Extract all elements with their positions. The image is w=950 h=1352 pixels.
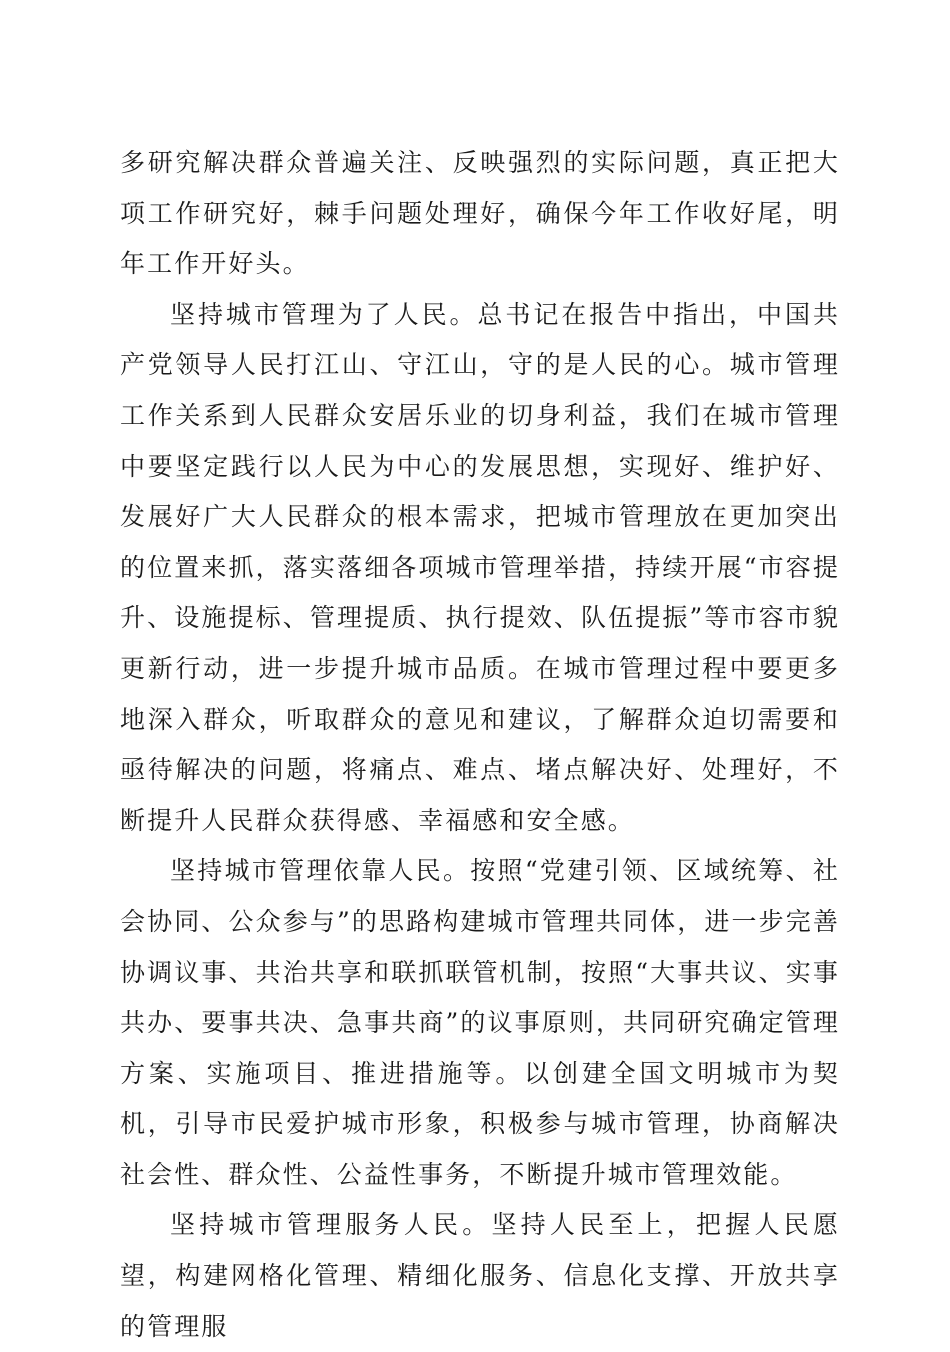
document-body: [120, 138, 840, 1352]
paragraph-people-oriented: 坚持城市管理为了人民。总书记在报告中指出，中国共产党领导人民打江山、守江山，守的是人民的心。城市管理工作关系到人民群众安居乐业的切身利益，我们在城市管理中要坚定践行以人民为中心的发展思想，实现好、维护好、发展好广大人民群众的根本需求，把城市管理放在更加突出的位置来抓，落实落细各项城市管理举措，持续开展“市容提升、设施提标、管理提质、执行提效、队伍提振”等市容市貌更新行动，进一步提升城市品质。在城市管理过程中要更多地深入群众，听取群众的意见和建议，了解群众迫切需要和亟待解决的问题，将痛点、难点、堵点解决好、处理好，不断提升人民群众获得感、幸福感和安全感。: [120, 299, 840, 835]
paragraph-continuation: 多研究解决群众普遍关注、反映强烈的实际问题，真正把大项工作研究好，棘手问题处理好，确保今年工作收好尾，明年工作开好头。: [120, 148, 840, 279]
paragraph-serve-people: 坚持城市管理服务人民。坚持人民至上，把握人民愿望，构建网格化管理、精细化服务、信息化支撑、开放共享的管理服: [120, 1210, 840, 1341]
paragraph-rely-on-people: 坚持城市管理依靠人民。按照“党建引领、区域统筹、社会协同、公众参与”的思路构建城市管理共同体，进一步完善协调议事、共治共享和联抓联管机制，按照“大事共议、实事共办、要事共决、急事共商”的议事原则，共同研究确定管理方案、实施项目、推进措施等。以创建全国文明城市为契机，引导市民爱护城市形象，积极参与城市管理，协商解决社会性、群众性、公益性事务，不断提升城市管理效能。: [120, 856, 840, 1189]
